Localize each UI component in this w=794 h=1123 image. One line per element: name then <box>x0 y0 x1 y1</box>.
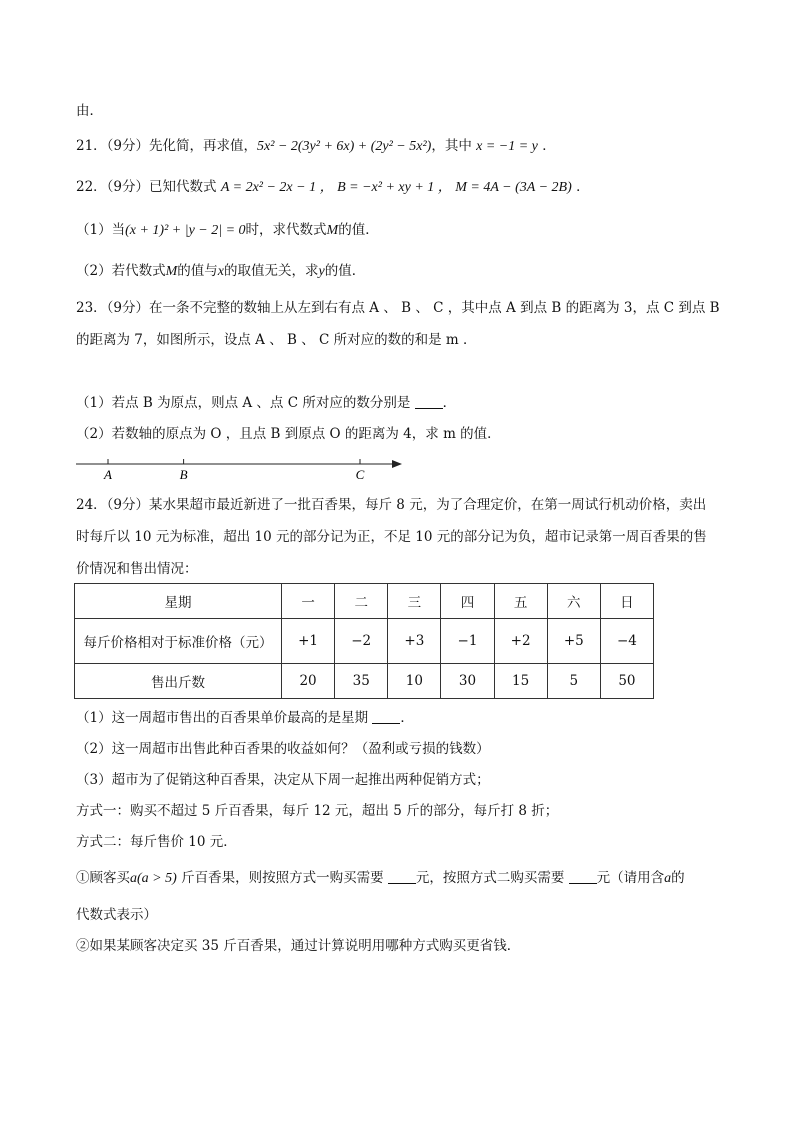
table-cell: 20 <box>282 664 335 699</box>
table-cell: +5 <box>547 619 600 664</box>
q22-1-condition: (x + 1)² + |y − 2| = 0 <box>125 223 246 238</box>
question-23-line-1: 23．（9分）在一条不完整的数轴上从左到右有点 A 、 B 、 C ，其中点 A 到点 B 的距离为 3，点 C 到点 B <box>76 300 720 316</box>
arrow-icon <box>392 460 402 468</box>
table-cell: +3 <box>388 619 441 664</box>
q22-2-text: 的取值无关，求 <box>223 263 319 279</box>
question-22-part-1 <box>76 220 379 241</box>
q22-2-text: （2）若代数式 <box>76 263 166 279</box>
question-21 <box>76 136 556 157</box>
q23-1-text: ． <box>442 395 457 411</box>
q21-text: ． <box>542 138 556 154</box>
table-cell: −1 <box>441 619 494 664</box>
number-line-label: A <box>104 467 112 482</box>
sub1-text: 元（请用含 <box>596 870 665 886</box>
sub1-expression: a(a > 5) <box>130 871 177 886</box>
table-cell: −4 <box>600 619 653 664</box>
question-24-part-2: （2）这一周超市出售此种百香果的收益如何？（盈利或亏损的钱数） <box>76 741 490 757</box>
table-row <box>75 664 654 699</box>
price-sales-table <box>74 583 654 699</box>
q22-2-text: 的值． <box>324 263 366 279</box>
q22-2-var-x: x <box>217 264 224 279</box>
q24-1-text: （1）这一周超市售出的百香果单价最高的是星期 <box>76 710 369 726</box>
number-line-label: B <box>179 467 188 482</box>
answer-blank <box>372 709 400 724</box>
q22-1-var-m: M <box>326 223 339 238</box>
table-cell: +2 <box>494 619 547 664</box>
q23-1-text: （1）若点 B 为原点，则点 A 、点 C 所对应的数分别是 <box>76 395 411 411</box>
table-cell: 五 <box>494 584 547 619</box>
answer-blank <box>388 869 416 884</box>
table-cell: 日 <box>600 584 653 619</box>
sub1-text: 元，按照方式二购买需要 <box>415 870 565 886</box>
q22-2-text: 的值与 <box>177 263 218 279</box>
question-23-line-2: 的距离为 7，如图所示，设点 A 、 B 、 C 所对应的数的和是 m ． <box>76 332 477 348</box>
q22-expression: A = 2x² − 2x − 1 ， B = −x² + xy + 1 ， M = 4A − (3A − 2B) <box>220 180 572 195</box>
q22-text: 22．（9分）已知代数式 <box>76 179 217 195</box>
question-23-part-2: （2）若数轴的原点为 O ，且点 B 到原点 O 的距离为 4，求 m 的值． <box>76 426 501 442</box>
sub1-text: ①顾客买 <box>76 870 130 886</box>
table-cell: +1 <box>282 619 335 664</box>
table-cell: 售出斤数 <box>75 664 282 699</box>
q22-1-text: （1）当 <box>76 222 126 238</box>
question-24-line-2: 时每斤以 10 元为标准，超出 10 元的部分记为正，不足 10 元的部分记为负，超市记录第一周百香果的售 <box>76 529 707 545</box>
question-24-part-3: （3）超市为了促销这种百香果，决定从下周一起推出两种促销方式； <box>76 772 490 788</box>
question-24-part-1 <box>76 708 414 728</box>
table-row <box>75 584 654 619</box>
question-22 <box>76 177 590 198</box>
table-cell: 一 <box>282 584 335 619</box>
table-cell: 每斤价格相对于标准价格（元） <box>75 619 282 664</box>
number-line-label: C <box>355 467 365 482</box>
number-line <box>76 455 406 485</box>
question-23-part-1 <box>76 393 456 413</box>
sub1-text: 的 <box>671 870 685 886</box>
q21-text: 21．（9分）先化简，再求值， <box>76 138 258 154</box>
table-cell: 15 <box>494 664 547 699</box>
table-cell: 10 <box>388 664 441 699</box>
table-cell: 30 <box>441 664 494 699</box>
table-cell: 二 <box>335 584 388 619</box>
sub1-var-a: a <box>664 871 672 886</box>
table-cell: 三 <box>388 584 441 619</box>
question-22-part-2 <box>76 261 365 282</box>
question-24-line-3: 价情况和售出情况： <box>76 561 198 577</box>
q21-text: ，其中 <box>431 138 472 154</box>
table-cell: 5 <box>547 664 600 699</box>
q22-1-text: 时，求代数式 <box>245 222 327 238</box>
table-row <box>75 619 654 664</box>
promotion-way-2: 方式二：每斤售价 10 元． <box>76 834 237 850</box>
table-cell: 四 <box>441 584 494 619</box>
question-24-line-1: 24．（9分）某水果超市最近新进了一批百香果，每斤 8 元，为了合理定价，在第一周试行机动价格，卖出 <box>76 497 707 513</box>
answer-blank <box>415 394 443 409</box>
q21-condition: x = −1 = y <box>476 139 538 154</box>
sub1-text: 斤百香果，则按照方式一购买需要 <box>181 870 384 886</box>
q22-2-var-m: M <box>165 264 178 279</box>
q21-expression: 5x² − 2(3y² + 6x) + (2y² − 5x²) <box>257 139 432 154</box>
text-line: 由． <box>76 103 103 119</box>
q22-1-text: 的值． <box>338 222 379 238</box>
table-cell: 星期 <box>75 584 282 619</box>
answer-blank <box>569 869 597 884</box>
q22-2-var-y: y <box>318 264 325 279</box>
table-cell: −2 <box>335 619 388 664</box>
promotion-way-1: 方式一：购买不超过 5 斤百香果，每斤 12 元，超出 5 斤的部分，每斤打 8 折； <box>76 803 559 819</box>
table-cell: 六 <box>547 584 600 619</box>
q22-text: ． <box>576 179 590 195</box>
table-cell: 50 <box>600 664 653 699</box>
table-cell: 35 <box>335 664 388 699</box>
sub-question-1 <box>76 868 685 889</box>
sub-question-2: ②如果某顾客决定买 35 斤百香果，通过计算说明用哪种方式购买更省钱． <box>76 938 521 954</box>
q24-1-text: ． <box>400 710 414 726</box>
sub-question-1-line-2: 代数式表示） <box>76 907 157 923</box>
